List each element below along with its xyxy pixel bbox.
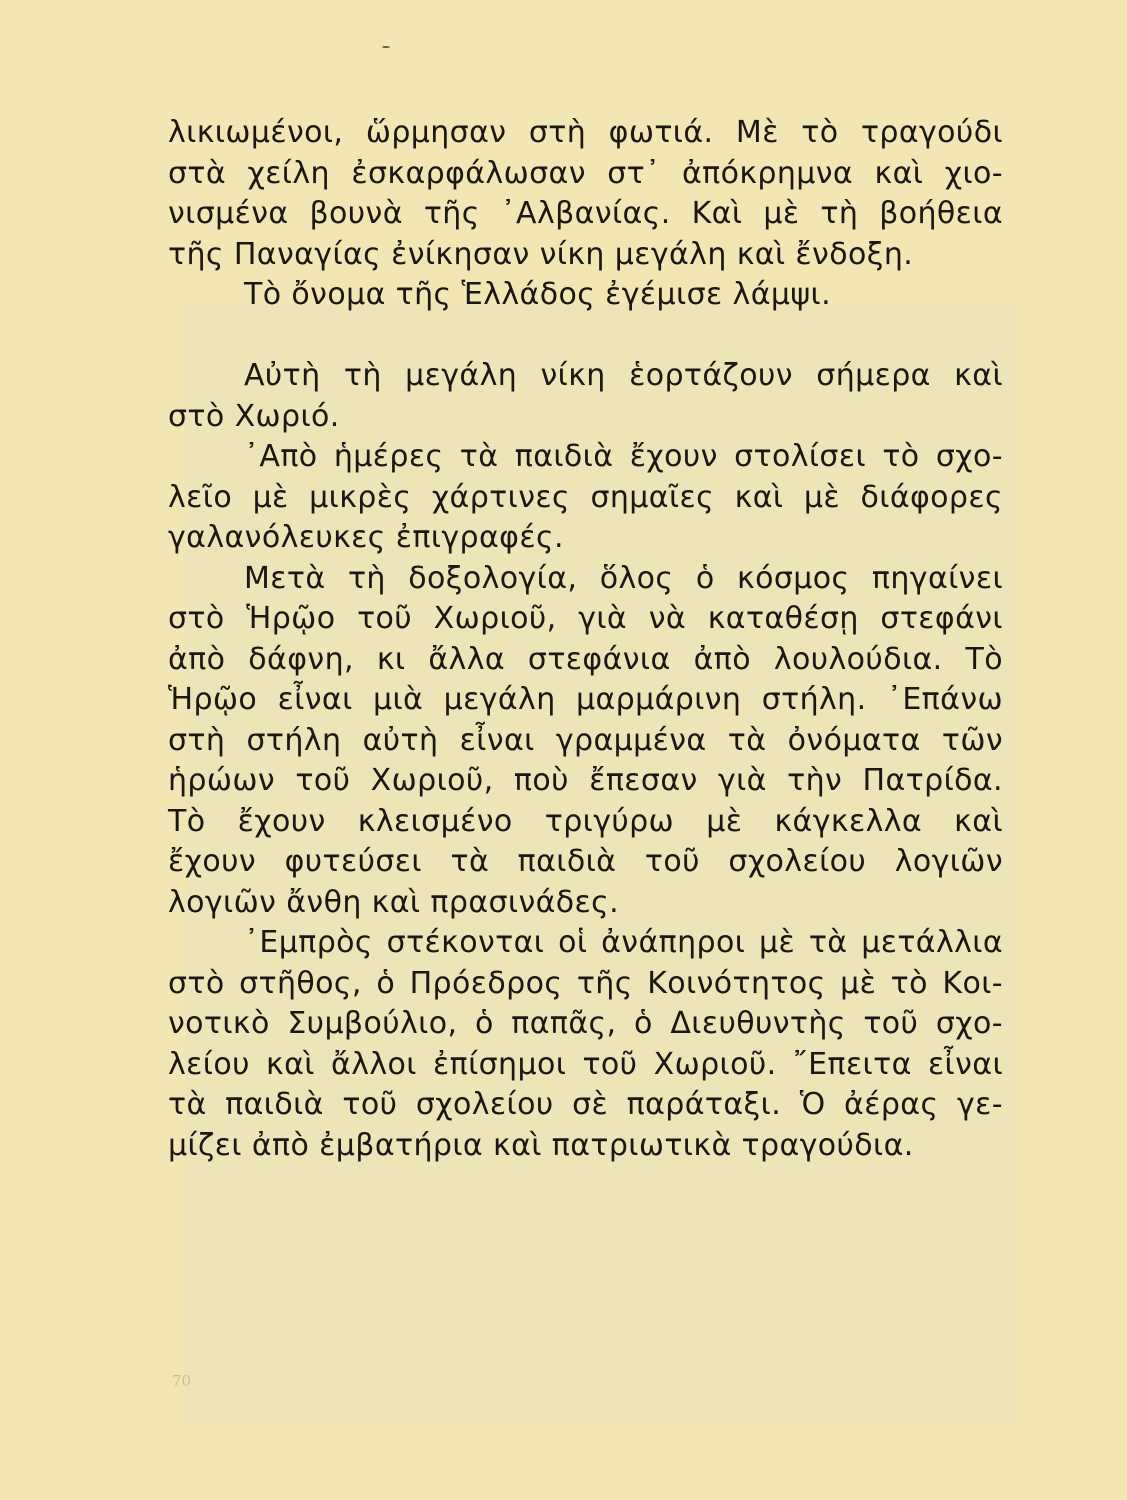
text-line: Ἡρῷο εἶναι μιὰ μεγάλη μαρμάρινη στήλη. ᾿Επάνω bbox=[168, 682, 1003, 717]
body-text bbox=[168, 113, 1003, 1166]
text-line: Μετὰ τὴ δοξολογία, ὅλος ὁ κόσμος πηγαίνει bbox=[244, 560, 1003, 596]
text-line: μίζει ἀπὸ ἐμβατήρια καὶ πατριωτικὰ τραγούδια. bbox=[168, 1127, 914, 1163]
text-line: νισμένα βουνὰ τῆς ᾿Αλβανίας. Καὶ μὲ τὴ βοήθεια bbox=[168, 196, 1003, 231]
text-line: ᾿Εμπρὸς στέκονται οἱ ἀνάπηροι μὲ τὰ μετάλλια bbox=[244, 925, 1003, 960]
page-number: 70 bbox=[172, 1372, 192, 1390]
text-line: λογιῶν ἄνθη καὶ πρασινάδες. bbox=[168, 884, 620, 920]
text-line: ἔχουν φυτεύσει τὰ παιδιὰ τοῦ σχολείου λογιῶν bbox=[168, 844, 1003, 879]
text-line: στὸ Ἡρῷο τοῦ Χωριοῦ, γιὰ νὰ καταθέσῃ στεφάνι bbox=[168, 601, 1003, 636]
text-line: ᾿Απὸ ἡμέρες τὰ παιδιὰ ἔχουν στολίσει τὸ σχο- bbox=[244, 439, 1003, 474]
text-line: λικιωμένοι, ὥρμησαν στὴ φωτιά. Μὲ τὸ τραγούδι bbox=[168, 115, 1003, 150]
text-line: γαλανόλευκες ἐπιγραφές. bbox=[168, 520, 564, 555]
text-line: στὰ χείλη ἐσκαρφάλωσαν στ᾿ ἀπόκρημνα καὶ χιο- bbox=[168, 155, 1003, 191]
paragraph-gap bbox=[168, 316, 1003, 357]
text-line: στὸ Χωριό. bbox=[168, 398, 340, 434]
text-line: τῆς Παναγίας ἐνίκησαν νίκη μεγάλη καὶ ἔνδοξη. bbox=[168, 236, 914, 272]
text-line: λείου καὶ ἄλλοι ἐπίσημοι τοῦ Χωριοῦ. ῎Επειτα εἶναι bbox=[168, 1046, 1003, 1082]
text-line: λεῖο μὲ μικρὲς χάρτινες σημαῖες καὶ μὲ διάφορες bbox=[168, 479, 1003, 515]
text-line: Τὸ ὄνομα τῆς Ἑλλάδος ἐγέμισε λάμψι. bbox=[244, 277, 832, 312]
text-line: στὴ στήλη αὐτὴ εἶναι γραμμένα τὰ ὀνόματα τῶν bbox=[168, 722, 1003, 758]
text-line: στὸ στῆθος, ὁ Πρόεδρος τῆς Κοινότητος μὲ τὸ Κοι- bbox=[168, 965, 1003, 1001]
text-line: Αὐτὴ τὴ μεγάλη νίκη ἑορτάζουν σήμερα καὶ bbox=[244, 358, 1003, 393]
text-line: νοτικὸ Συμβούλιο, ὁ παπᾶς, ὁ Διευθυντὴς τοῦ σχο- bbox=[168, 1006, 1003, 1041]
text-line: ἀπὸ δάφνη, κι ἄλλα στεφάνια ἀπὸ λουλούδια. Τὸ bbox=[168, 641, 1003, 677]
text-line: ἡρώων τοῦ Χωριοῦ, ποὺ ἔπεσαν γιὰ τὴν Πατρίδα. bbox=[168, 763, 1003, 798]
text-line: Τὸ ἔχουν κλεισμένο τριγύρω μὲ κάγκελλα καὶ bbox=[168, 803, 1003, 839]
paper-speck bbox=[382, 46, 390, 48]
text-line: τὰ παιδιὰ τοῦ σχολείου σὲ παράταξι. Ὁ ἀέρας γε- bbox=[168, 1087, 1003, 1122]
